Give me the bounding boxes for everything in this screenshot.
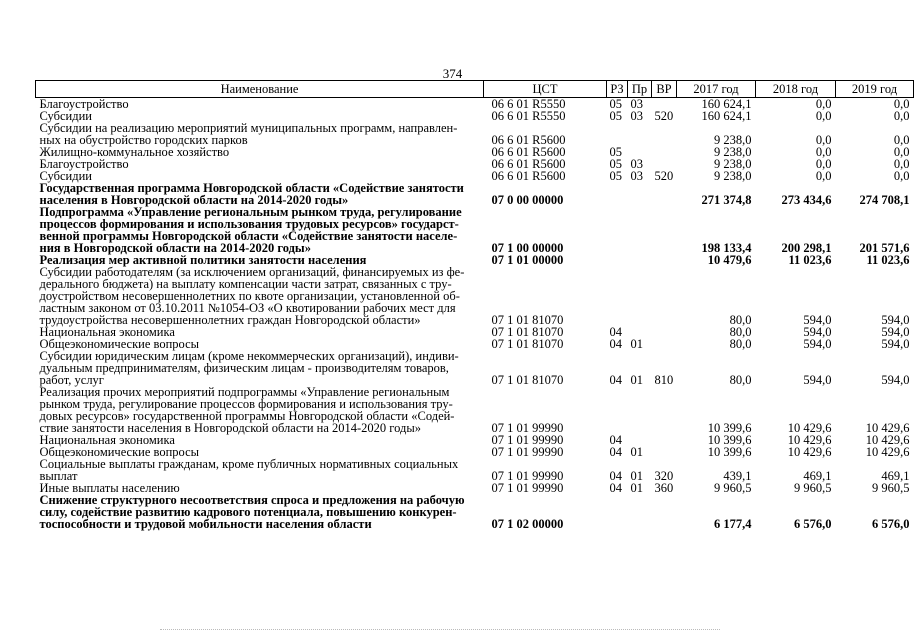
table-row <box>36 158 914 170</box>
header-rz: РЗ <box>607 81 628 98</box>
row-name-line: Национальная экономика <box>39 325 175 339</box>
header-2018: 2018 год <box>756 81 836 98</box>
row-vr <box>652 386 677 434</box>
row-2019: 10 429,6 <box>865 433 910 447</box>
row-name-line: Реализация прочих мероприятий подпрограммы «Управление региональным <box>39 385 450 399</box>
row-cst: 07 1 01 99990 <box>491 421 564 435</box>
row-rz <box>607 122 628 146</box>
row-2019: 0,0 <box>893 157 910 171</box>
row-2017: 80,0 <box>729 373 752 387</box>
table-row <box>36 386 914 434</box>
row-name-line: ния в Новгородской области на 2014-2020 годы» <box>39 241 311 255</box>
row-2017: 9 238,0 <box>714 145 752 159</box>
row-rz: 05 <box>609 145 622 159</box>
row-2019: 10 429,6 <box>865 421 910 435</box>
row-pr: 01 <box>630 373 643 387</box>
row-rz: 04 <box>609 325 622 339</box>
row-name-line: трудоустройства несовершеннолетних граждан Новгородской области» <box>39 313 421 327</box>
row-name-line: дуальным предпринимателям, физическим лицам - производителям товаров, <box>39 361 449 375</box>
row-vr <box>652 122 677 146</box>
row-2018: 273 434,6 <box>781 193 832 207</box>
row-2017: 198 133,4 <box>701 241 752 255</box>
row-2019: 10 429,6 <box>865 445 910 459</box>
row-2019: 0,0 <box>893 169 910 183</box>
row-2019: 9 960,5 <box>872 481 910 495</box>
row-2017: 439,1 <box>723 469 752 483</box>
row-2019: 594,0 <box>881 313 910 327</box>
row-2018: 0,0 <box>815 97 832 111</box>
row-vr: 320 <box>654 469 674 483</box>
table-header <box>36 81 914 98</box>
row-cst: 07 1 01 81070 <box>491 373 564 387</box>
row-2018: 0,0 <box>815 109 832 123</box>
row-rz <box>607 254 628 266</box>
table-row <box>36 146 914 158</box>
row-name-line: ластным законом от 03.10.2011 №1054-ОЗ «О квотировании рабочих мест для <box>39 301 456 315</box>
row-pr <box>628 206 652 254</box>
row-rz: 04 <box>609 373 622 387</box>
row-cst: 06 6 01 R5600 <box>491 169 566 183</box>
row-cst: 07 0 00 00000 <box>491 193 564 207</box>
row-2018: 10 429,6 <box>787 445 832 459</box>
row-cst: 06 6 01 R5600 <box>491 133 566 147</box>
row-name <box>36 98 484 111</box>
row-vr <box>652 326 677 338</box>
row-name-line: Субсидии юридическим лицам (кроме некоммерческих организаций), индиви- <box>39 349 459 363</box>
row-2018: 594,0 <box>803 313 832 327</box>
row-2018: 594,0 <box>803 325 832 339</box>
row-2017: 10 399,6 <box>707 421 752 435</box>
row-name <box>36 158 484 170</box>
row-cst: 06 6 01 R5600 <box>491 157 566 171</box>
row-2019: 11 023,6 <box>866 253 910 267</box>
row-2018: 594,0 <box>803 337 832 351</box>
row-2017: 10 399,6 <box>707 445 752 459</box>
header-2019: 2019 год <box>836 81 914 98</box>
row-name <box>36 122 484 146</box>
row-cst: 07 1 01 99990 <box>491 469 564 483</box>
row-pr: 01 <box>630 481 643 495</box>
row-name <box>36 266 484 326</box>
row-cst: 07 1 01 00000 <box>491 253 564 267</box>
row-name <box>36 206 484 254</box>
row-rz <box>607 182 628 206</box>
row-2018: 0,0 <box>815 133 832 147</box>
page-number: 374 <box>442 66 463 81</box>
row-2017: 10 479,6 <box>707 253 752 267</box>
row-2018: 10 429,6 <box>787 433 832 447</box>
row-vr <box>652 446 677 458</box>
row-2017: 9 238,0 <box>714 133 752 147</box>
row-name-line: Жилищно-коммунальное хозяйство <box>39 145 230 159</box>
row-cst: 07 1 00 00000 <box>491 241 564 255</box>
row-2017: 80,0 <box>729 313 752 327</box>
row-2017: 80,0 <box>729 337 752 351</box>
row-pr <box>628 266 652 326</box>
row-name-line: Общеэкономические вопросы <box>39 337 200 351</box>
row-name-line: Иные выплаты населению <box>39 481 180 495</box>
row-rz: 04 <box>609 337 622 351</box>
row-2017: 6 177,4 <box>714 517 752 531</box>
row-vr <box>652 182 677 206</box>
row-pr <box>628 254 652 266</box>
row-name <box>36 182 484 206</box>
row-2019: 6 576,0 <box>872 517 910 531</box>
row-name-line: тоспособности и трудовой мобильности населения области <box>39 517 372 531</box>
row-name-line: населения в Новгородской области на 2014-2020 годы» <box>39 193 349 207</box>
row-name-line: Национальная экономика <box>39 433 175 447</box>
row-rz: 04 <box>609 433 622 447</box>
row-name-line: процессов формирования и использования трудовых ресурсов» государст- <box>39 217 459 231</box>
row-rz: 05 <box>609 97 622 111</box>
row-name-line: работ, услуг <box>39 373 104 387</box>
row-name-line: Субсидии <box>39 169 92 183</box>
row-cst: 07 1 01 99990 <box>491 481 564 495</box>
row-2018: 200 298,1 <box>781 241 832 255</box>
table-body <box>36 98 914 531</box>
table-row <box>36 122 914 146</box>
row-rz <box>607 206 628 254</box>
row-pr: 01 <box>630 337 643 351</box>
row-vr: 810 <box>654 373 674 387</box>
row-2017: 9 238,0 <box>714 157 752 171</box>
row-2018: 10 429,6 <box>787 421 832 435</box>
table-row <box>36 350 914 386</box>
row-2019: 594,0 <box>881 373 910 387</box>
row-name <box>36 350 484 386</box>
row-vr <box>652 266 677 326</box>
row-vr: 520 <box>654 169 674 183</box>
row-2019: 0,0 <box>893 109 910 123</box>
row-pr: 03 <box>630 97 643 111</box>
row-2017: 160 624,1 <box>701 109 752 123</box>
row-cst: 07 1 01 81070 <box>491 325 564 339</box>
header-2017: 2017 год <box>677 81 756 98</box>
row-2018: 0,0 <box>815 169 832 183</box>
row-2017: 10 399,6 <box>707 433 752 447</box>
row-cst: 06 6 01 R5550 <box>491 97 566 111</box>
row-2018: 0,0 <box>815 145 832 159</box>
row-2018: 6 576,0 <box>794 517 832 531</box>
row-2019: 594,0 <box>881 337 910 351</box>
row-name-line: силу, содействие развитию кадрового потенциала, повышению конкурен- <box>39 505 457 519</box>
row-2018: 9 960,5 <box>794 481 832 495</box>
row-cst: 06 6 01 R5600 <box>491 145 566 159</box>
row-vr: 360 <box>654 481 674 495</box>
header-vr: ВР <box>652 81 677 98</box>
row-name-line: Реализация мер активной политики занятости населения <box>39 253 367 267</box>
row-name-line: Государственная программа Новгородской области «Содействие занятости <box>39 181 464 195</box>
row-name-line: Подпрограмма «Управление региональным рынком труда, регулирование <box>39 205 462 219</box>
row-vr <box>652 254 677 266</box>
header-pr: Пр <box>628 81 652 98</box>
row-pr: 01 <box>630 469 643 483</box>
row-pr: 01 <box>630 445 643 459</box>
row-rz: 04 <box>609 469 622 483</box>
row-2018: 0,0 <box>815 157 832 171</box>
row-2019: 201 571,6 <box>859 241 910 255</box>
row-pr: 03 <box>630 109 643 123</box>
table-row <box>36 266 914 326</box>
row-name-line: ствие занятости населения в Новгородской области на 2014-2020 годы» <box>39 421 422 435</box>
row-cst: 06 6 01 R5550 <box>491 109 566 123</box>
table-row <box>36 458 914 482</box>
row-2019: 274 708,1 <box>859 193 910 207</box>
row-cst: 07 1 01 99990 <box>491 433 564 447</box>
row-name <box>36 386 484 434</box>
row-2019: 0,0 <box>893 133 910 147</box>
row-name-line: ных на обустройство городских парков <box>39 133 248 147</box>
row-rz: 05 <box>609 109 622 123</box>
row-vr <box>652 494 677 530</box>
row-name-line: венной программы Новгородской области «Содействие занятости населе- <box>39 229 458 243</box>
row-2017: 80,0 <box>729 325 752 339</box>
row-vr <box>652 146 677 158</box>
table-row <box>36 98 914 111</box>
row-pr <box>628 122 652 146</box>
row-cst: 07 1 01 81070 <box>491 337 564 351</box>
row-cst: 07 1 02 00000 <box>491 517 564 531</box>
row-2019: 469,1 <box>881 469 910 483</box>
row-name <box>36 458 484 482</box>
row-pr: 03 <box>630 169 643 183</box>
row-vr <box>652 206 677 254</box>
row-rz: 04 <box>609 445 622 459</box>
row-name-line: дерального бюджета) на выплату компенсации части затрат, связанных с тру- <box>39 277 452 291</box>
row-name-line: доустройством несовершеннолетних по квоте организации, установленной об- <box>39 289 460 303</box>
row-2019: 0,0 <box>893 97 910 111</box>
row-name <box>36 494 484 530</box>
row-name-line: Благоустройство <box>39 97 129 111</box>
row-2017: 9 960,5 <box>714 481 752 495</box>
row-name-line: Субсидии на реализацию мероприятий муниципальных программ, направлен- <box>39 121 458 135</box>
scan-artifact-line <box>160 629 720 634</box>
row-cst: 07 1 01 99990 <box>491 445 564 459</box>
row-name-line: Общеэкономические вопросы <box>39 445 200 459</box>
row-name-line: выплат <box>39 469 78 483</box>
row-pr <box>628 386 652 434</box>
row-pr: 03 <box>630 157 643 171</box>
row-rz <box>607 494 628 530</box>
row-vr: 520 <box>654 109 674 123</box>
row-vr <box>652 434 677 446</box>
header-name: Наименование <box>36 81 484 98</box>
header-cst: ЦСТ <box>484 81 607 98</box>
row-name-line: Снижение структурного несоответствия спроса и предложения на рабочую <box>39 493 465 507</box>
table-row <box>36 182 914 206</box>
row-rz <box>607 266 628 326</box>
row-rz <box>607 386 628 434</box>
row-name-line: Благоустройство <box>39 157 129 171</box>
row-name-line: Субсидии работодателям (за исключением организаций, финансируемых из фе- <box>39 265 465 279</box>
row-name-line: Субсидии <box>39 109 92 123</box>
row-name-line: Социальные выплаты гражданам, кроме публичных нормативных социальных <box>39 457 459 471</box>
row-rz: 05 <box>609 169 622 183</box>
budget-table <box>35 80 914 530</box>
row-pr <box>628 494 652 530</box>
row-2018: 11 023,6 <box>788 253 832 267</box>
row-2017: 271 374,8 <box>701 193 752 207</box>
row-rz: 05 <box>609 157 622 171</box>
table-row <box>36 494 914 530</box>
row-2017: 160 624,1 <box>701 97 752 111</box>
row-2018: 469,1 <box>803 469 832 483</box>
row-cst: 07 1 01 81070 <box>491 313 564 327</box>
row-2018: 594,0 <box>803 373 832 387</box>
row-pr <box>628 182 652 206</box>
row-name-line: довых ресурсов» государственной программы Новгородской области «Содей- <box>39 409 455 423</box>
row-vr <box>652 338 677 350</box>
table-row <box>36 206 914 254</box>
row-name-line: рынком труда, регулирование процессов формирования и использования тру- <box>39 397 453 411</box>
row-2017: 9 238,0 <box>714 169 752 183</box>
row-2019: 0,0 <box>893 145 910 159</box>
row-rz: 04 <box>609 481 622 495</box>
row-2019: 594,0 <box>881 325 910 339</box>
